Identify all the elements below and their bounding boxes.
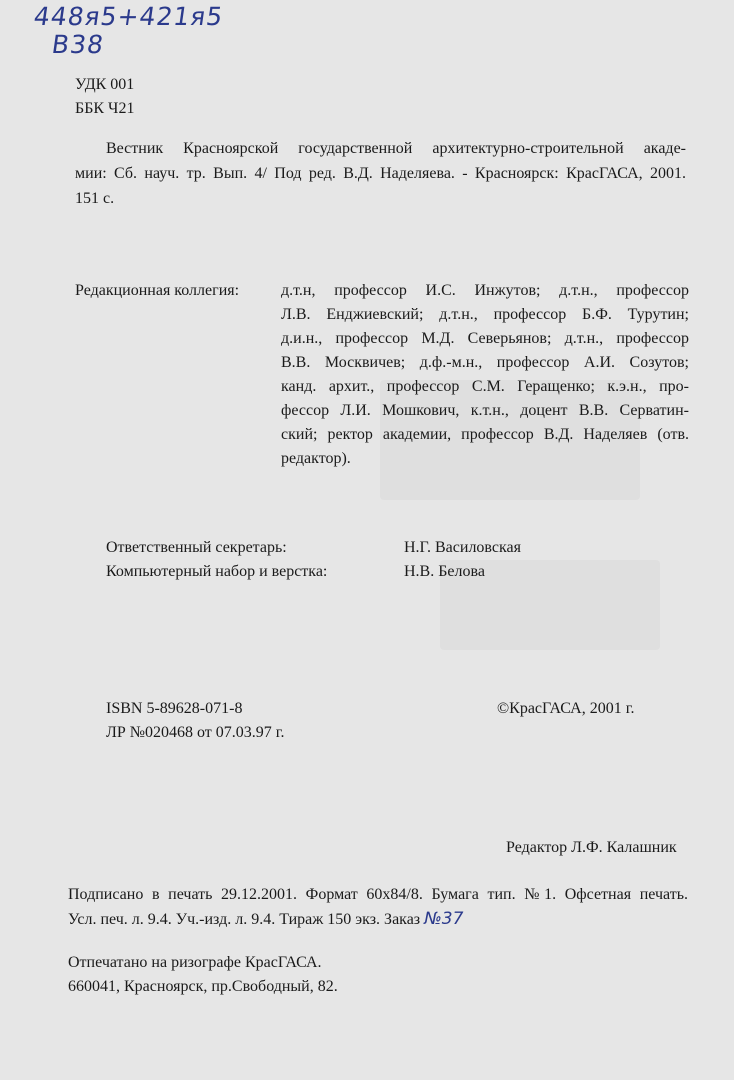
typesetting-name: Н.В. Белова [404, 563, 485, 580]
board-line: В.В. Москвичев; д.ф.-м.н., профессор А.И. Созутов; [281, 354, 689, 371]
typesetting-label: Компьютерный набор и верстка: [106, 563, 328, 580]
udk-code: УДК 001 [75, 76, 135, 93]
board-line: д.и.н., профессор М.Д. Северьянов; д.т.н., профессор [281, 330, 689, 347]
editor: Редактор Л.Ф. Калашник [506, 839, 677, 856]
print-info-text: Усл. печ. л. 9.4. Уч.-изд. л. 9.4. Тираж 150 экз. Заказ [68, 911, 421, 928]
copyright: ©КрасГАСА, 2001 г. [497, 700, 635, 717]
license-number: ЛР №020468 от 07.03.97 г. [106, 724, 285, 741]
board-line: Л.В. Енджиевский; д.т.н., профессор Б.Ф. Турутин; [281, 306, 689, 323]
secretary-name: Н.Г. Василовская [404, 539, 521, 556]
handwritten-order-number: №37 [424, 909, 464, 929]
bbk-code: ББК Ч21 [75, 100, 135, 117]
board-line: ский; ректор академии, профессор В.Д. Наделяев (отв. [281, 426, 689, 443]
citation-line-1: Вестник Красноярской государственной архитектурно-строительной акаде- [106, 140, 686, 157]
citation-line-2: мии: Сб. науч. тр. Вып. 4/ Под ред. В.Д. Наделяева. - Красноярск: КрасГАСА, 2001. [75, 165, 686, 182]
secretary-label: Ответственный секретарь: [106, 539, 287, 556]
handwritten-shelf-code: 448я5+421я5 [31, 2, 226, 31]
board-line: д.т.н, профессор И.С. Инжутов; д.т.н., профессор [281, 282, 689, 299]
board-label: Редакционная коллегия: [75, 282, 240, 299]
board-line: редактор). [281, 450, 351, 467]
board-line: канд. архит., профессор С.М. Геращенко; к.э.н., про- [281, 378, 689, 395]
isbn: ISBN 5-89628-071-8 [106, 700, 243, 717]
handwritten-author-mark: В38 [49, 30, 107, 59]
print-info-line-2 [68, 908, 463, 931]
citation-line-3: 151 с. [75, 190, 115, 207]
board-line: фессор Л.И. Мошкович, к.т.н., доцент В.В. Серватин- [281, 402, 689, 419]
print-info-line-1: Подписано в печать 29.12.2001. Формат 60х84/8. Бумага тип. №1. Офсетная печать. [68, 886, 688, 903]
printer-line-1: Отпечатано на ризографе КрасГАСА. [68, 954, 322, 971]
printer-address: 660041, Красноярск, пр.Свободный, 82. [68, 978, 338, 995]
